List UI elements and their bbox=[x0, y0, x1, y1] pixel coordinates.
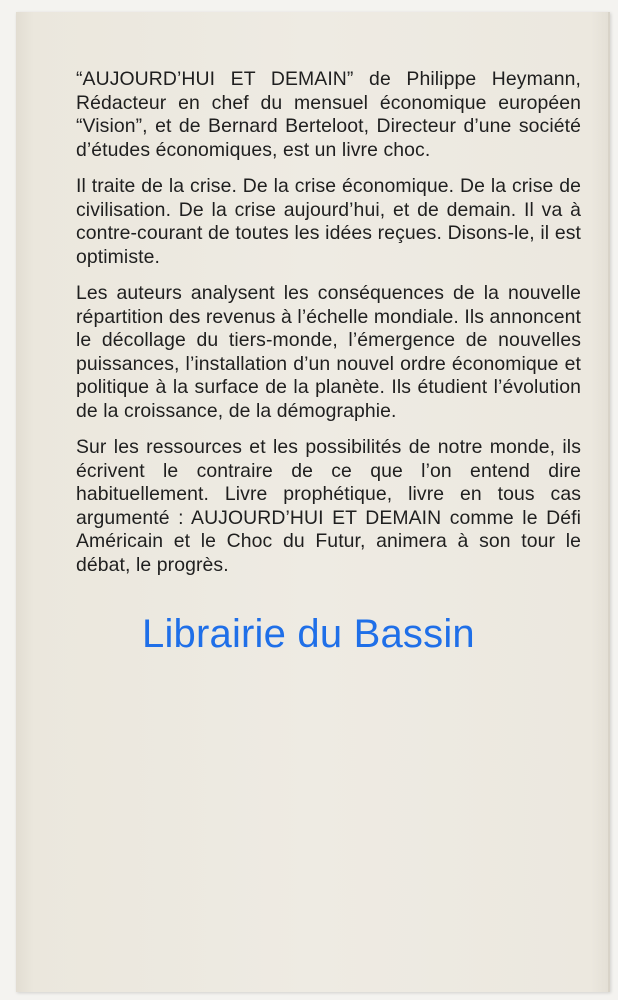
blurb-text bbox=[76, 68, 581, 590]
blurb-paragraph-4: Sur les ressources et les possibilités de notre monde, ils écrivent le contraire de ce que l’on entend dire habituellement. Livre prophétique, livre en tous cas argumenté : AUJOURD’HUI ET DEMAIN comme le Défi Américain et le Choc du Futur, animera à son tour le débat, le progrès. bbox=[76, 436, 581, 576]
blurb-paragraph-3: Les auteurs analysent les conséquences de la nouvelle répartition des revenus à l’échelle mondiale. Ils annoncent le décollage du tiers-monde, l’émergence de nouvelles puissances, l’installation d’un nouvel ordre économique et politique à la surface de la planète. Ils étudient l’évolution de la croissance, de la démographie. bbox=[76, 282, 581, 422]
blurb-paragraph-2: Il traite de la crise. De la crise économique. De la crise de civilisation. De la crise aujourd’hui, et de demain. Il va à contre-courant de toutes les idées reçues. Disons-le, il est optimiste. bbox=[76, 175, 581, 268]
book-back-cover bbox=[16, 12, 610, 992]
blurb-paragraph-1: “AUJOURD’HUI ET DEMAIN” de Philippe Heymann, Rédacteur en chef du mensuel économique européen “Vision”, et de Bernard Berteloot, Directeur d’une société d’études économiques, est un livre choc. bbox=[76, 68, 581, 161]
seller-watermark: Librairie du Bassin bbox=[142, 612, 475, 656]
